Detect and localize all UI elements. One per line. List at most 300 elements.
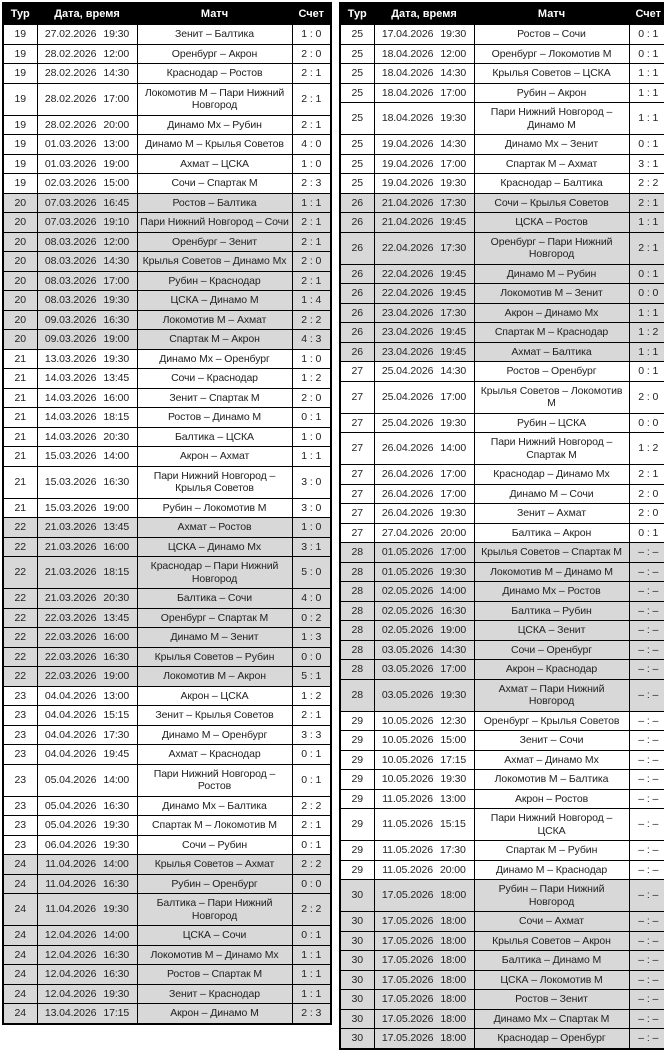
match-date: 14.03.2026 [44, 372, 97, 384]
match-row [3, 291, 331, 311]
match-row [3, 174, 331, 194]
match-date: 04.04.2026 [44, 748, 97, 760]
datetime-cell [37, 796, 137, 816]
score-cell: 2 : 0 [629, 381, 664, 413]
match-row [340, 44, 664, 64]
match-time: 16:30 [103, 313, 130, 326]
datetime-cell [374, 1009, 474, 1029]
match-time: 17:30 [440, 844, 466, 856]
score-cell: 1 : 1 [629, 213, 664, 233]
match-time: 16:00 [103, 540, 130, 553]
score-cell: 2 : 1 [292, 64, 331, 84]
datetime-cell [37, 647, 137, 667]
match-row [3, 965, 331, 985]
match-cell: Динамо М – Крылья Советов [137, 135, 292, 155]
match-time: 18:00 [440, 934, 467, 947]
score-cell: 1 : 1 [292, 965, 331, 985]
score-cell: 5 : 1 [292, 667, 331, 687]
match-row [340, 303, 664, 323]
match-date: 14.03.2026 [44, 430, 97, 443]
match-row [340, 264, 664, 284]
match-cell: Динамо Мх – Зенит [474, 135, 629, 155]
round-cell: 24 [3, 984, 37, 1004]
round-cell: 29 [340, 731, 374, 751]
score-cell: 0 : 1 [629, 362, 664, 382]
match-date: 08.03.2026 [44, 235, 97, 248]
match-time: 19:30 [103, 294, 130, 306]
datetime-cell [374, 232, 474, 264]
match-time: 19:45 [440, 216, 467, 228]
datetime-cell [374, 83, 474, 103]
score-cell: 1 : 0 [292, 349, 331, 369]
match-date: 22.03.2026 [44, 670, 97, 682]
datetime-cell [37, 271, 137, 291]
match-cell: Крылья Советов – Локомотив М [474, 381, 629, 413]
match-date: 14.03.2026 [44, 411, 97, 423]
match-cell: Сочи – Крылья Советов [474, 193, 629, 213]
match-row [3, 874, 331, 894]
score-cell: 2 : 0 [292, 44, 331, 64]
match-date: 18.04.2026 [381, 67, 434, 79]
match-row [3, 408, 331, 428]
match-time: 12:30 [440, 714, 467, 727]
match-row [3, 745, 331, 765]
match-time: 20:00 [440, 526, 467, 539]
match-time: 18:15 [103, 566, 130, 579]
datetime-cell [37, 835, 137, 855]
match-row [340, 465, 664, 485]
match-time: 19:30 [440, 565, 467, 578]
match-cell: ЦСКА – Динамо Мх [137, 537, 292, 557]
match-time: 19:30 [103, 819, 130, 831]
round-cell: 21 [3, 388, 37, 408]
match-row [340, 213, 664, 233]
match-date: 19.04.2026 [381, 138, 434, 150]
match-cell: Динамо Мх – Балтика [137, 796, 292, 816]
score-cell: – : – [629, 543, 664, 563]
score-cell: 0 : 2 [292, 608, 331, 628]
match-row [3, 349, 331, 369]
match-cell: Зенит – Крылья Советов [137, 706, 292, 726]
score-cell: 0 : 1 [629, 523, 664, 543]
score-cell: 1 : 1 [292, 447, 331, 467]
score-cell: 2 : 2 [292, 796, 331, 816]
match-cell: Пари Нижний Новгород – Спартак М [474, 433, 629, 465]
datetime-cell [374, 381, 474, 413]
match-time: 13:00 [440, 792, 466, 805]
match-date: 21.03.2026 [44, 566, 97, 579]
datetime-cell [37, 589, 137, 609]
match-cell: Рубин – ЦСКА [474, 413, 629, 433]
round-cell: 26 [340, 213, 374, 233]
datetime-cell [37, 193, 137, 213]
datetime-cell [374, 750, 474, 770]
round-cell: 24 [3, 926, 37, 946]
match-time: 16:00 [103, 631, 130, 643]
score-cell: 2 : 2 [629, 174, 664, 194]
match-cell: Динамо Мх – Спартак М [474, 1009, 629, 1029]
score-cell: – : – [629, 931, 664, 951]
match-cell: Зенит – Ахмат [474, 504, 629, 524]
round-cell: 30 [340, 990, 374, 1010]
score-cell: 0 : 1 [629, 135, 664, 155]
match-date: 17.05.2026 [381, 954, 434, 966]
score-cell: 2 : 1 [292, 83, 331, 115]
header-row [340, 3, 664, 25]
match-date: 21.03.2026 [44, 521, 97, 533]
match-date: 25.04.2026 [381, 365, 434, 377]
match-date: 01.05.2026 [381, 565, 434, 578]
match-row [3, 271, 331, 291]
match-time: 17:15 [103, 1007, 130, 1019]
match-date: 11.04.2026 [45, 877, 96, 890]
datetime-cell [37, 310, 137, 330]
match-time: 19:00 [103, 670, 130, 682]
match-time: 16:00 [103, 391, 130, 404]
match-cell: Зенит – Балтика [137, 25, 292, 45]
score-cell: 2 : 1 [629, 193, 664, 213]
match-time: 18:00 [440, 973, 467, 986]
round-cell: 22 [3, 557, 37, 589]
score-cell: 4 : 0 [292, 135, 331, 155]
match-cell: Динамо Мх – Рубин [137, 115, 292, 135]
match-row [340, 362, 664, 382]
match-date: 02.05.2026 [381, 585, 434, 597]
match-time: 13:45 [103, 521, 130, 533]
match-date: 22.03.2026 [44, 650, 97, 663]
datetime-cell [37, 984, 137, 1004]
datetime-cell [374, 640, 474, 660]
datetime-cell [37, 725, 137, 745]
match-time: 19:00 [103, 501, 130, 514]
fixtures-table-right [339, 2, 664, 1050]
score-cell: – : – [629, 860, 664, 880]
score-cell: 3 : 0 [292, 498, 331, 518]
datetime-cell [37, 44, 137, 64]
round-cell: 21 [3, 349, 37, 369]
round-cell: 24 [3, 965, 37, 985]
match-cell: Крылья Советов – Динамо Мх [137, 252, 292, 272]
match-cell: Балтика – Акрон [474, 523, 629, 543]
score-cell: – : – [629, 582, 664, 602]
match-row [3, 498, 331, 518]
match-time: 19:30 [103, 903, 129, 916]
match-time: 16:30 [440, 604, 467, 617]
round-cell: 26 [340, 264, 374, 284]
round-cell: 25 [340, 44, 374, 64]
col-header-match: Матч [474, 3, 629, 25]
match-time: 19:30 [103, 28, 130, 40]
match-date: 23.04.2026 [381, 326, 434, 338]
match-date: 17.05.2026 [381, 934, 434, 947]
round-cell: 28 [340, 679, 374, 711]
match-time: 13:00 [103, 138, 130, 150]
datetime-cell [37, 706, 137, 726]
round-cell: 21 [3, 498, 37, 518]
match-time: 15:15 [440, 818, 466, 831]
match-row [3, 855, 331, 875]
score-cell: – : – [629, 640, 664, 660]
match-time: 16:30 [103, 968, 130, 980]
match-row [340, 484, 664, 504]
round-cell: 27 [340, 433, 374, 465]
score-cell: 0 : 1 [629, 44, 664, 64]
round-cell: 20 [3, 271, 37, 291]
match-time: 16:45 [103, 196, 130, 209]
match-time: 17:00 [440, 390, 467, 403]
match-date: 26.04.2026 [381, 468, 434, 480]
match-time: 17:00 [440, 663, 467, 675]
match-cell: Ахмат – ЦСКА [137, 154, 292, 174]
round-cell: 20 [3, 213, 37, 233]
match-row [340, 504, 664, 524]
match-time: 19:45 [440, 326, 467, 338]
match-cell: Оренбург – Локомотив М [474, 44, 629, 64]
datetime-cell [374, 465, 474, 485]
match-time: 14:30 [440, 365, 467, 377]
match-cell: Сочи – Ахмат [474, 912, 629, 932]
match-row [3, 115, 331, 135]
match-cell: Оренбург – Пари Нижний Новгород [474, 232, 629, 264]
datetime-cell [37, 174, 137, 194]
match-row [340, 103, 664, 135]
datetime-cell [37, 965, 137, 985]
match-time: 14:30 [103, 67, 130, 79]
match-row [3, 557, 331, 589]
match-row [3, 193, 331, 213]
match-date: 01.03.2026 [44, 157, 97, 170]
datetime-cell [374, 880, 474, 912]
match-time: 17:00 [440, 546, 467, 558]
score-cell: – : – [629, 880, 664, 912]
match-time: 18:00 [440, 889, 467, 902]
match-time: 20:30 [103, 430, 130, 443]
match-time: 17:00 [440, 468, 467, 480]
round-cell: 26 [340, 342, 374, 362]
round-cell: 30 [340, 912, 374, 932]
match-time: 12:00 [440, 47, 467, 60]
match-row [340, 543, 664, 563]
match-cell: Динамо М – Краснодар [474, 860, 629, 880]
datetime-cell [374, 103, 474, 135]
datetime-cell [374, 154, 474, 174]
score-cell: 0 : 1 [629, 25, 664, 45]
datetime-cell [37, 427, 137, 447]
match-time: 17:30 [103, 728, 130, 741]
match-date: 07.03.2026 [44, 196, 97, 209]
match-row [340, 711, 664, 731]
score-cell: 3 : 0 [292, 466, 331, 498]
match-time: 19:30 [440, 773, 467, 785]
match-row [340, 951, 664, 971]
match-time: 16:30 [103, 877, 129, 890]
match-row [340, 990, 664, 1010]
datetime-cell [37, 894, 137, 926]
datetime-cell [374, 711, 474, 731]
match-cell: Рубин – Акрон [474, 83, 629, 103]
match-cell: Локомотив М – Балтика [474, 770, 629, 790]
datetime-cell [374, 64, 474, 84]
datetime-cell [374, 562, 474, 582]
score-cell: – : – [629, 731, 664, 751]
match-time: 12:00 [103, 47, 130, 60]
match-cell: Рубин – Краснодар [137, 271, 292, 291]
match-cell: Сочи – Спартак М [137, 174, 292, 194]
match-date: 25.04.2026 [381, 416, 434, 429]
match-cell: ЦСКА – Динамо М [137, 291, 292, 311]
match-cell: ЦСКА – Зенит [474, 621, 629, 641]
match-cell: Пари Нижний Новгород – Сочи [137, 213, 292, 233]
datetime-cell [37, 1004, 137, 1024]
round-cell: 23 [3, 706, 37, 726]
match-time: 19:30 [440, 112, 467, 125]
score-cell: – : – [629, 770, 664, 790]
match-row [340, 770, 664, 790]
score-cell: 2 : 1 [292, 232, 331, 252]
datetime-cell [37, 83, 137, 115]
col-header-round: Тур [340, 3, 374, 25]
match-row [3, 647, 331, 667]
score-cell: – : – [629, 809, 664, 841]
match-date: 12.04.2026 [44, 929, 97, 941]
score-cell: 1 : 2 [292, 686, 331, 706]
match-row [340, 640, 664, 660]
round-cell: 27 [340, 484, 374, 504]
match-date: 05.04.2026 [44, 773, 97, 786]
match-date: 19.04.2026 [381, 177, 434, 189]
match-date: 21.03.2026 [44, 592, 97, 604]
score-cell: 5 : 0 [292, 557, 331, 589]
score-cell: 1 : 1 [629, 103, 664, 135]
match-time: 14:30 [440, 643, 467, 656]
match-date: 25.04.2026 [381, 390, 434, 403]
match-row [3, 64, 331, 84]
datetime-cell [374, 264, 474, 284]
datetime-cell [374, 931, 474, 951]
score-cell: – : – [629, 1029, 664, 1049]
score-cell: 2 : 2 [292, 894, 331, 926]
datetime-cell [37, 252, 137, 272]
round-cell: 28 [340, 621, 374, 641]
match-cell: Ахмат – Краснодар [137, 745, 292, 765]
match-cell: Сочи – Рубин [137, 835, 292, 855]
match-date: 12.04.2026 [44, 948, 97, 961]
match-date: 08.03.2026 [44, 294, 97, 306]
match-time: 19:30 [103, 838, 130, 851]
match-row [3, 984, 331, 1004]
score-cell: 2 : 2 [292, 855, 331, 875]
score-cell: 1 : 1 [292, 984, 331, 1004]
match-date: 28.02.2026 [44, 47, 97, 60]
score-cell: 0 : 1 [292, 408, 331, 428]
match-cell: Акрон – Краснодар [474, 660, 629, 680]
match-time: 14:00 [440, 585, 467, 597]
score-cell: 1 : 0 [292, 154, 331, 174]
datetime-cell [37, 926, 137, 946]
match-row [340, 731, 664, 751]
match-row [3, 213, 331, 233]
match-row [3, 388, 331, 408]
match-time: 19:45 [440, 267, 467, 280]
match-cell: Оренбург – Акрон [137, 44, 292, 64]
score-cell: 2 : 0 [629, 484, 664, 504]
match-cell: Ахмат – Динамо Мх [474, 750, 629, 770]
match-cell: Краснодар – Оренбург [474, 1029, 629, 1049]
match-row [3, 686, 331, 706]
match-row [3, 154, 331, 174]
match-date: 12.04.2026 [44, 987, 97, 1000]
datetime-cell [37, 408, 137, 428]
match-cell: Оренбург – Зенит [137, 232, 292, 252]
match-row [3, 894, 331, 926]
score-cell: – : – [629, 621, 664, 641]
round-cell: 20 [3, 193, 37, 213]
match-time: 14:30 [440, 67, 467, 79]
match-time: 14:00 [103, 929, 130, 941]
match-row [340, 83, 664, 103]
round-cell: 23 [3, 686, 37, 706]
score-cell: 1 : 2 [629, 323, 664, 343]
match-time: 15:00 [440, 734, 467, 746]
table-header-right [340, 3, 664, 25]
datetime-cell [374, 323, 474, 343]
match-row [340, 174, 664, 194]
round-cell: 26 [340, 323, 374, 343]
datetime-cell [374, 213, 474, 233]
round-cell: 20 [3, 291, 37, 311]
match-cell: ЦСКА – Ростов [474, 213, 629, 233]
match-cell: Спартак М – Акрон [137, 330, 292, 350]
match-cell: Динамо Мх – Оренбург [137, 349, 292, 369]
datetime-cell [374, 970, 474, 990]
round-cell: 30 [340, 1029, 374, 1049]
datetime-cell [37, 369, 137, 389]
score-cell: 0 : 0 [629, 284, 664, 304]
match-cell: Ахмат – Ростов [137, 518, 292, 538]
match-time: 14:00 [440, 442, 467, 455]
match-time: 20:00 [440, 863, 466, 876]
datetime-cell [374, 809, 474, 841]
datetime-cell [374, 484, 474, 504]
match-date: 03.05.2026 [381, 663, 434, 675]
datetime-cell [37, 686, 137, 706]
datetime-cell [37, 388, 137, 408]
score-cell: 1 : 0 [292, 518, 331, 538]
match-time: 15:00 [103, 177, 130, 189]
round-cell: 19 [3, 135, 37, 155]
match-time: 17:30 [440, 196, 467, 209]
datetime-cell [37, 945, 137, 965]
match-cell: ЦСКА – Локомотив М [474, 970, 629, 990]
score-cell: 0 : 1 [292, 926, 331, 946]
match-cell: Локомотив М – Динамо Мх [137, 945, 292, 965]
score-cell: 0 : 1 [292, 745, 331, 765]
match-row [340, 284, 664, 304]
score-cell: 2 : 0 [292, 252, 331, 272]
datetime-cell [37, 64, 137, 84]
datetime-cell [37, 518, 137, 538]
round-cell: 29 [340, 809, 374, 841]
datetime-cell [374, 504, 474, 524]
score-cell: 0 : 1 [292, 835, 331, 855]
score-cell: – : – [629, 912, 664, 932]
match-row [340, 679, 664, 711]
datetime-cell [37, 349, 137, 369]
match-date: 28.02.2026 [44, 118, 97, 131]
match-date: 10.05.2026 [381, 714, 434, 727]
match-time: 19:10 [103, 216, 130, 228]
datetime-cell [374, 679, 474, 711]
